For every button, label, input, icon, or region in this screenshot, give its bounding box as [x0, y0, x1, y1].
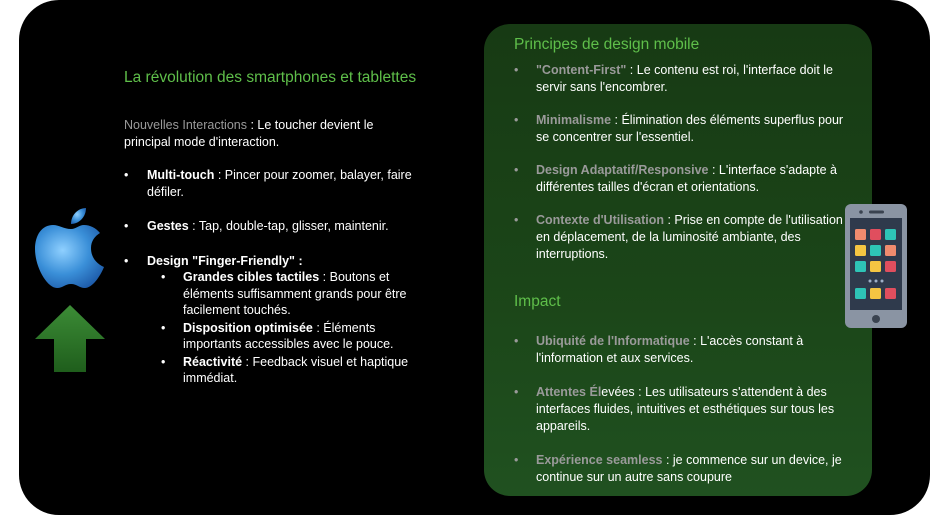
item-term: Gestes	[147, 219, 189, 233]
item-desc: evées : Les utilisateurs s'attendent à des interfaces fluides, intuitives et esthétiques sur tous les appareils.	[536, 385, 835, 433]
list-item	[124, 218, 414, 235]
subitem-term: Réactivité	[183, 354, 243, 369]
slide	[19, 0, 930, 515]
subitem-term: Grandes cibles tactiles	[183, 270, 320, 284]
intro-text: : Le toucher devient le principal mode d'interaction.	[124, 118, 374, 149]
impact-list	[514, 333, 846, 486]
item-term: Expérience seamless	[536, 453, 663, 467]
left-section-title: La révolution des smartphones et tablettes	[124, 69, 417, 86]
list-item	[514, 162, 846, 196]
sub-list-item	[147, 269, 414, 319]
item-desc: : Élimination des éléments superflus pour se concentrer sur l'essentiel.	[536, 113, 844, 144]
apple-logo-icon	[34, 205, 109, 290]
item-desc: : je commence sur un device, je continue sur un autre sans coupure	[536, 453, 842, 484]
item-term: Multi-touch	[147, 168, 215, 182]
sub-list-item	[147, 354, 414, 387]
principles-panel	[484, 24, 872, 496]
subitem-desc: : Boutons et éléments suffisamment grands pour être facilement touchés.	[183, 270, 407, 317]
impact-title: Impact	[514, 293, 561, 310]
sub-list-item	[147, 320, 414, 353]
item-term: Design "Finger-Friendly" :	[147, 253, 303, 268]
list-item	[514, 112, 846, 146]
list-item	[514, 62, 846, 96]
principles-title: Principes de design mobile	[514, 36, 700, 53]
item-term: Contexte d'Utilisation	[536, 213, 664, 227]
list-item	[514, 212, 846, 263]
list-item	[514, 384, 846, 435]
arrow-up-icon	[34, 303, 106, 373]
intro-paragraph	[124, 117, 414, 150]
smartphone-icon	[845, 204, 907, 328]
item-desc: : L'accès constant à l'information et aux services.	[536, 334, 804, 365]
list-item	[124, 167, 414, 200]
principles-list	[514, 62, 846, 263]
item-term: Ubiquité de l'Informatique	[536, 334, 690, 348]
list-item	[514, 452, 846, 486]
item-desc: : Pincer pour zoomer, balayer, faire défiler.	[147, 168, 412, 199]
item-term: Design Adaptatif/Responsive	[536, 163, 709, 177]
intro-label: Nouvelles Interactions	[124, 118, 247, 132]
item-term: Attentes Él	[536, 385, 602, 399]
item-term: Minimalisme	[536, 113, 612, 127]
subitem-term: Disposition optimisée	[183, 320, 313, 335]
finger-friendly-sublist	[147, 269, 414, 387]
subitem-desc: : Feedback visuel et haptique immédiat.	[183, 354, 409, 385]
item-term: "Content-First"	[536, 63, 627, 77]
list-item	[124, 253, 414, 387]
interaction-list	[124, 167, 414, 405]
item-desc: : Le contenu est roi, l'interface doit le servir sans l'encombrer.	[536, 63, 833, 94]
subitem-desc: : Éléments importants accessibles avec le pouce.	[183, 320, 394, 351]
item-desc: : Prise en compte de l'utilisation en déplacement, de la luminosité ambiante, des interruptions.	[536, 213, 843, 261]
item-desc: : Tap, double-tap, glisser, maintenir.	[188, 219, 389, 233]
list-item	[514, 333, 846, 367]
item-desc: : L'interface s'adapte à différentes tailles d'écran et orientations.	[536, 163, 837, 194]
